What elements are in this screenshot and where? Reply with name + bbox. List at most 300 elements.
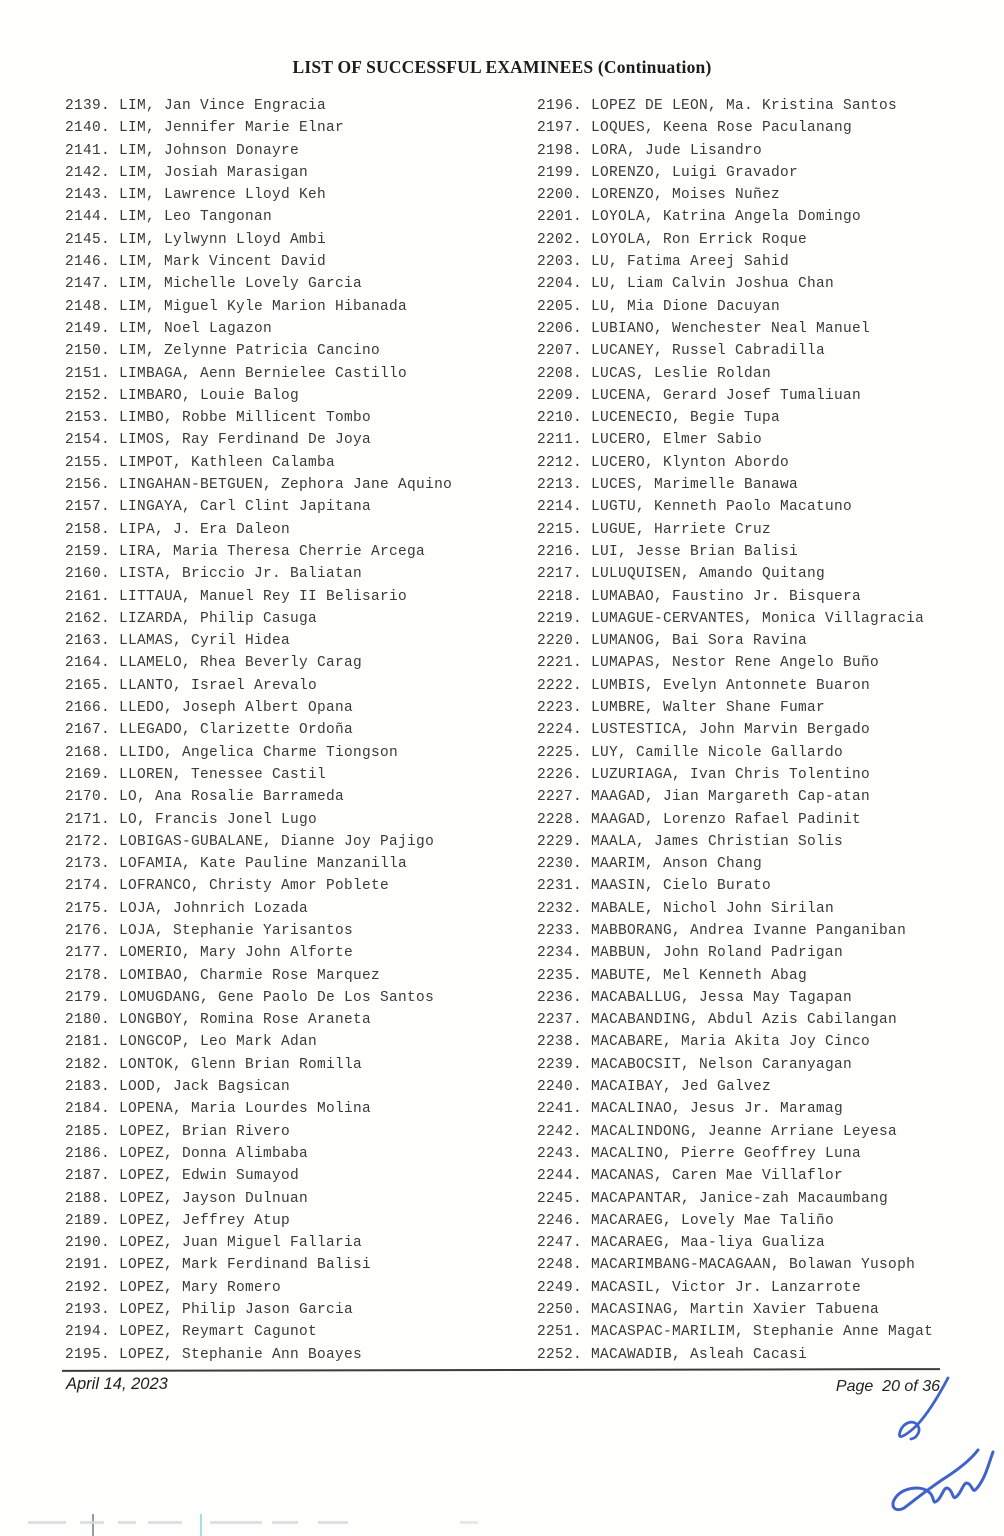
item-name: LOPENA, Maria Lourdes Molina	[119, 1101, 372, 1118]
item-number: 2250.	[537, 1302, 592, 1319]
item-name: LOFAMIA, Kate Pauline Manzanilla	[119, 856, 408, 873]
list-item	[537, 1254, 933, 1276]
item-name: MACALINO, Pierre Geoffrey Luna	[591, 1145, 862, 1162]
item-name: MACARIMBANG-MACAGAAN, Bolawan Yusoph	[591, 1257, 916, 1274]
list-item	[537, 184, 933, 206]
item-name: LOPEZ, Mary Romero	[119, 1279, 282, 1296]
item-number: 2140.	[65, 120, 120, 137]
list-item	[65, 1232, 452, 1254]
handwritten-ink-marks	[860, 1372, 1004, 1532]
item-number: 2224.	[537, 722, 592, 739]
item-number: 2212.	[537, 454, 592, 471]
list-item	[537, 652, 933, 674]
footer-divider	[62, 1368, 940, 1372]
list-item	[65, 1210, 452, 1232]
handwritten-checkmark-ink	[899, 1378, 948, 1439]
item-name: LORA, Jude Lisandro	[591, 142, 763, 159]
item-name: LOPEZ, Brian Rivero	[119, 1123, 291, 1140]
item-name: LIMPOT, Kathleen Calamba	[119, 454, 336, 471]
item-number: 2139.	[65, 98, 120, 114]
item-number: 2201.	[537, 209, 592, 226]
list-item	[65, 1054, 452, 1076]
item-number: 2221.	[537, 655, 592, 672]
list-item	[537, 675, 933, 697]
item-name: MACALINAO, Jesus Jr. Maramag	[591, 1101, 844, 1118]
item-name: LOPEZ, Philip Jason Garcia	[119, 1302, 354, 1319]
item-number: 2240.	[537, 1079, 592, 1096]
item-name: LINGAHAN-BETGUEN, Zephora Jane Aquino	[119, 477, 453, 494]
item-name: LU, Mia Dione Dacuyan	[591, 298, 781, 315]
list-item	[537, 206, 933, 228]
list-item	[537, 1321, 933, 1343]
item-number: 2175.	[65, 900, 120, 917]
item-number: 2150.	[65, 343, 120, 360]
list-item	[65, 809, 452, 831]
item-name: MAAGAD, Lorenzo Rafael Padinit	[591, 811, 862, 828]
list-item	[65, 117, 452, 139]
item-number: 2236.	[537, 989, 592, 1006]
item-name: LORENZO, Luigi Gravador	[591, 164, 799, 181]
item-number: 2184.	[65, 1101, 120, 1118]
item-name: LONGCOP, Leo Mark Adan	[119, 1034, 318, 1051]
item-number: 2245.	[537, 1190, 592, 1207]
list-item	[65, 496, 452, 518]
list-item	[537, 363, 933, 385]
list-item	[65, 1121, 452, 1143]
list-item	[537, 1165, 933, 1187]
item-name: LOPEZ DE LEON, Ma. Kristina Santos	[591, 98, 898, 114]
list-item	[537, 1232, 933, 1254]
item-number: 2168.	[65, 744, 120, 761]
item-name: MAASIN, Cielo Burato	[591, 878, 772, 895]
item-number: 2183.	[65, 1079, 120, 1096]
list-item	[537, 452, 933, 474]
examinee-list-right-column	[537, 95, 933, 1366]
artifact-dash	[28, 1521, 66, 1524]
item-number: 2209.	[537, 387, 592, 404]
item-number: 2172.	[65, 833, 120, 850]
item-number: 2223.	[537, 700, 592, 717]
list-item	[537, 1031, 933, 1053]
list-item	[537, 296, 933, 318]
item-number: 2211.	[537, 432, 592, 449]
item-name: LIM, Leo Tangonan	[119, 209, 273, 226]
item-number: 2145.	[65, 231, 120, 248]
list-item	[65, 162, 452, 184]
item-number: 2195.	[65, 1346, 120, 1363]
item-number: 2208.	[537, 365, 592, 382]
list-item	[65, 831, 452, 853]
item-name: LUBIANO, Wenchester Neal Manuel	[591, 320, 871, 337]
item-number: 2248.	[537, 1257, 592, 1274]
list-item	[65, 675, 452, 697]
item-number: 2170.	[65, 789, 120, 806]
item-name: LUMANOG, Bai Sora Ravina	[591, 633, 808, 650]
item-number: 2188.	[65, 1190, 120, 1207]
item-number: 2141.	[65, 142, 120, 159]
examinee-list-left-column	[65, 95, 452, 1366]
artifact-vertical-line	[92, 1514, 94, 1536]
item-number: 2238.	[537, 1034, 592, 1051]
item-number: 2169.	[65, 766, 120, 783]
item-number: 2185.	[65, 1123, 120, 1140]
page-title: LIST OF SUCCESSFUL EXAMINEES (Continuation)	[292, 57, 712, 77]
item-number: 2214.	[537, 499, 592, 516]
item-name: LUMABAO, Faustino Jr. Bisquera	[591, 588, 862, 605]
list-item	[537, 719, 933, 741]
item-name: LOJA, Johnrich Lozada	[119, 900, 309, 917]
item-number: 2186.	[65, 1145, 120, 1162]
item-number: 2222.	[537, 677, 592, 694]
list-item	[537, 987, 933, 1009]
item-name: LUMAPAS, Nestor Rene Angelo Buño	[591, 655, 880, 672]
item-name: MACABARE, Maria Akita Joy Cinco	[591, 1034, 871, 1051]
item-name: LUMBRE, Walter Shane Fumar	[591, 700, 826, 717]
list-item	[537, 764, 933, 786]
artifact-dash	[118, 1521, 136, 1524]
list-item	[65, 563, 452, 585]
item-number: 2167.	[65, 722, 120, 739]
item-number: 2164.	[65, 655, 120, 672]
item-number: 2213.	[537, 477, 592, 494]
list-item	[65, 1254, 452, 1276]
item-name: LUI, Jesse Brian Balisi	[591, 543, 799, 560]
item-number: 2246.	[537, 1212, 592, 1229]
item-number: 2235.	[537, 967, 592, 984]
item-number: 2234.	[537, 945, 592, 962]
item-name: LUGTU, Kenneth Paolo Macatuno	[591, 499, 853, 516]
item-name: MACALINDONG, Jeanne Arriane Leyesa	[591, 1123, 898, 1140]
item-name: LUCERO, Elmer Sabio	[591, 432, 763, 449]
item-name: MAALA, James Christian Solis	[591, 833, 844, 850]
item-name: MAAGAD, Jian Margareth Cap-atan	[591, 789, 871, 806]
item-name: LUCENA, Gerard Josef Tumaliuan	[591, 387, 862, 404]
list-item	[537, 496, 933, 518]
list-item	[537, 1054, 933, 1076]
list-item	[65, 1188, 452, 1210]
list-item	[65, 875, 452, 897]
item-number: 2243.	[537, 1145, 592, 1162]
item-name: LOQUES, Keena Rose Paculanang	[591, 120, 853, 137]
item-name: LOPEZ, Edwin Sumayod	[119, 1168, 300, 1185]
list-item	[65, 407, 452, 429]
list-item	[537, 920, 933, 942]
item-number: 2147.	[65, 276, 120, 293]
item-name: MACABALLUG, Jessa May Tagapan	[591, 989, 853, 1006]
list-item	[537, 1344, 933, 1366]
item-number: 2231.	[537, 878, 592, 895]
list-item	[537, 942, 933, 964]
list-item	[65, 1031, 452, 1053]
item-name: LLAMAS, Cyril Hidea	[119, 633, 291, 650]
item-number: 2198.	[537, 142, 592, 159]
list-item	[537, 340, 933, 362]
item-number: 2181.	[65, 1034, 120, 1051]
item-number: 2177.	[65, 945, 120, 962]
list-item	[537, 853, 933, 875]
item-number: 2226.	[537, 766, 592, 783]
item-number: 2160.	[65, 566, 120, 583]
item-name: LOPEZ, Juan Miguel Fallaria	[119, 1235, 363, 1252]
list-item	[537, 831, 933, 853]
item-name: LONGBOY, Romina Rose Araneta	[119, 1012, 372, 1029]
list-item	[537, 786, 933, 808]
list-item	[537, 563, 933, 585]
list-item	[537, 251, 933, 273]
item-name: LO, Ana Rosalie Barrameda	[119, 789, 345, 806]
item-name: MACARAEG, Maa-liya Gualiza	[591, 1235, 826, 1252]
item-name: LOPEZ, Jeffrey Atup	[119, 1212, 291, 1229]
item-name: MABBUN, John Roland Padrigan	[591, 945, 844, 962]
item-number: 2197.	[537, 120, 592, 137]
item-name: LUMBIS, Evelyn Antonnete Buaron	[591, 677, 871, 694]
item-number: 2200.	[537, 187, 592, 204]
item-name: MABUTE, Mel Kenneth Abag	[591, 967, 808, 984]
item-number: 2158.	[65, 521, 120, 538]
item-number: 2180.	[65, 1012, 120, 1029]
item-number: 2162.	[65, 610, 120, 627]
item-name: LIM, Miguel Kyle Marion Hibanada	[119, 298, 408, 315]
list-item	[537, 1277, 933, 1299]
item-name: LIM, Lylwynn Lloyd Ambi	[119, 231, 327, 248]
list-item	[65, 184, 452, 206]
item-name: LOPEZ, Reymart Cagunot	[119, 1324, 318, 1341]
item-number: 2146.	[65, 254, 120, 271]
list-item	[537, 697, 933, 719]
item-number: 2244.	[537, 1168, 592, 1185]
list-item	[65, 296, 452, 318]
list-item	[537, 1121, 933, 1143]
list-item	[65, 630, 452, 652]
item-name: LIRA, Maria Theresa Cherrie Arcega	[119, 543, 426, 560]
item-number: 2228.	[537, 811, 592, 828]
item-number: 2189.	[65, 1212, 120, 1229]
item-name: LISTA, Briccio Jr. Baliatan	[119, 566, 363, 583]
list-item	[537, 1076, 933, 1098]
item-number: 2196.	[537, 98, 592, 114]
item-number: 2153.	[65, 410, 120, 427]
item-name: LLAMELO, Rhea Beverly Carag	[119, 655, 363, 672]
artifact-dash	[210, 1521, 262, 1524]
item-name: LIM, Lawrence Lloyd Keh	[119, 187, 327, 204]
item-number: 2242.	[537, 1123, 592, 1140]
item-name: LONTOK, Glenn Brian Romilla	[119, 1056, 363, 1073]
list-item	[537, 875, 933, 897]
item-number: 2210.	[537, 410, 592, 427]
list-item	[537, 898, 933, 920]
item-name: MACAPANTAR, Janice-zah Macaumbang	[591, 1190, 889, 1207]
item-name: MACASIL, Victor Jr. Lanzarrote	[591, 1279, 862, 1296]
item-name: LOFRANCO, Christy Amor Poblete	[119, 878, 390, 895]
list-item	[65, 519, 452, 541]
item-name: LIM, Johnson Donayre	[119, 142, 300, 159]
list-item	[65, 385, 452, 407]
list-item	[537, 429, 933, 451]
item-name: LO, Francis Jonel Lugo	[119, 811, 318, 828]
item-number: 2249.	[537, 1279, 592, 1296]
item-number: 2229.	[537, 833, 592, 850]
item-number: 2143.	[65, 187, 120, 204]
item-name: LIM, Josiah Marasigan	[119, 164, 309, 181]
item-number: 2144.	[65, 209, 120, 226]
list-item	[65, 608, 452, 630]
list-item	[65, 273, 452, 295]
item-number: 2166.	[65, 700, 120, 717]
list-item	[65, 786, 452, 808]
list-item	[537, 1188, 933, 1210]
list-item	[65, 942, 452, 964]
item-number: 2232.	[537, 900, 592, 917]
list-item	[537, 407, 933, 429]
item-name: MACASPAC-MARILIM, Stephanie Anne Magat	[591, 1324, 934, 1341]
item-number: 2241.	[537, 1101, 592, 1118]
item-number: 2225.	[537, 744, 592, 761]
item-number: 2251.	[537, 1324, 592, 1341]
list-item	[65, 920, 452, 942]
item-name: LOOD, Jack Bagsican	[119, 1079, 291, 1096]
item-number: 2171.	[65, 811, 120, 828]
item-number: 2239.	[537, 1056, 592, 1073]
artifact-dash	[318, 1521, 348, 1524]
item-number: 2230.	[537, 856, 592, 873]
list-item	[65, 229, 452, 251]
item-number: 2206.	[537, 320, 592, 337]
list-item	[537, 1009, 933, 1031]
item-name: LLEGADO, Clarizette Ordoña	[119, 722, 354, 739]
item-name: LUMAGUE-CERVANTES, Monica Villagracia	[591, 610, 925, 627]
item-name: LULUQUISEN, Amando Quitang	[591, 566, 826, 583]
item-name: MACARAEG, Lovely Mae Taliño	[591, 1212, 835, 1229]
footer-date: April 14, 2023	[66, 1375, 168, 1393]
item-name: LIMBO, Robbe Millicent Tombo	[119, 410, 372, 427]
item-name: LOYOLA, Ron Errick Roque	[591, 231, 808, 248]
list-item	[65, 474, 452, 496]
list-item	[65, 719, 452, 741]
item-number: 2207.	[537, 343, 592, 360]
list-item	[537, 809, 933, 831]
artifact-dash	[272, 1521, 298, 1524]
list-item	[65, 429, 452, 451]
list-item	[537, 519, 933, 541]
item-number: 2237.	[537, 1012, 592, 1029]
item-name: LUY, Camille Nicole Gallardo	[591, 744, 844, 761]
list-item	[65, 697, 452, 719]
item-name: LINGAYA, Carl Clint Japitana	[119, 499, 372, 516]
item-number: 2215.	[537, 521, 592, 538]
handwritten-signature-ink	[893, 1450, 993, 1510]
item-number: 2154.	[65, 432, 120, 449]
item-name: LIZARDA, Philip Casuga	[119, 610, 318, 627]
list-item	[537, 742, 933, 764]
item-name: LIMBARO, Louie Balog	[119, 387, 300, 404]
item-number: 2202.	[537, 231, 592, 248]
list-item	[537, 965, 933, 987]
list-item	[65, 652, 452, 674]
list-item	[537, 474, 933, 496]
footer-page-number: Page 20 of 36	[835, 1378, 940, 1395]
list-item	[65, 140, 452, 162]
item-name: LOMIBAO, Charmie Rose Marquez	[119, 967, 381, 984]
item-name: MABALE, Nichol John Sirilan	[591, 900, 835, 917]
list-item	[537, 117, 933, 139]
item-number: 2191.	[65, 1257, 120, 1274]
item-number: 2159.	[65, 543, 120, 560]
list-item	[65, 1076, 452, 1098]
item-number: 2155.	[65, 454, 120, 471]
item-number: 2205.	[537, 298, 592, 315]
list-item	[537, 95, 933, 117]
item-number: 2179.	[65, 989, 120, 1006]
item-name: LUCAS, Leslie Roldan	[591, 365, 772, 382]
item-name: LITTAUA, Manuel Rey II Belisario	[119, 588, 408, 605]
item-name: LIM, Jan Vince Engracia	[119, 98, 327, 114]
list-item	[65, 251, 452, 273]
item-name: LUSTESTICA, John Marvin Bergado	[591, 722, 871, 739]
artifact-dash	[460, 1521, 478, 1524]
list-item	[65, 206, 452, 228]
list-item	[65, 742, 452, 764]
item-number: 2203.	[537, 254, 592, 271]
item-name: LIM, Jennifer Marie Elnar	[119, 120, 345, 137]
list-item	[65, 1009, 452, 1031]
item-name: LLANTO, Israel Arevalo	[119, 677, 318, 694]
item-name: MACABANDING, Abdul Azis Cabilangan	[591, 1012, 898, 1029]
item-name: MACABOCSIT, Nelson Caranyagan	[591, 1056, 853, 1073]
item-number: 2193.	[65, 1302, 120, 1319]
item-name: LIM, Zelynne Patricia Cancino	[119, 343, 381, 360]
list-item	[65, 363, 452, 385]
list-item	[65, 452, 452, 474]
list-item	[537, 1143, 933, 1165]
item-name: LU, Liam Calvin Joshua Chan	[591, 276, 835, 293]
list-item	[537, 273, 933, 295]
item-number: 2174.	[65, 878, 120, 895]
list-item	[537, 586, 933, 608]
item-name: MACAWADIB, Asleah Cacasi	[591, 1346, 808, 1363]
list-item	[65, 1321, 452, 1343]
item-name: LUCANEY, Russel Cabradilla	[591, 343, 826, 360]
item-name: LORENZO, Moises Nuñez	[591, 187, 781, 204]
list-item	[537, 162, 933, 184]
list-item	[65, 318, 452, 340]
list-item	[537, 1098, 933, 1120]
item-name: LIM, Michelle Lovely Garcia	[119, 276, 363, 293]
list-item	[65, 987, 452, 1009]
list-item	[65, 1299, 452, 1321]
item-number: 2176.	[65, 922, 120, 939]
item-name: LOPEZ, Donna Alimbaba	[119, 1145, 309, 1162]
item-number: 2149.	[65, 320, 120, 337]
item-name: MACASINAG, Martin Xavier Tabuena	[591, 1302, 880, 1319]
item-number: 2182.	[65, 1056, 120, 1073]
item-number: 2173.	[65, 856, 120, 873]
list-item	[65, 898, 452, 920]
item-name: LUCERO, Klynton Abordo	[591, 454, 790, 471]
item-name: LUZURIAGA, Ivan Chris Tolentino	[591, 766, 871, 783]
list-item	[537, 140, 933, 162]
item-name: LOPEZ, Stephanie Ann Boayes	[119, 1346, 363, 1363]
list-item	[537, 608, 933, 630]
list-item	[537, 1299, 933, 1321]
item-name: LIM, Mark Vincent David	[119, 254, 327, 271]
list-item	[537, 385, 933, 407]
item-name: LLEDO, Joseph Albert Opana	[119, 700, 354, 717]
item-name: MABBORANG, Andrea Ivanne Panganiban	[591, 922, 907, 939]
list-item	[65, 95, 452, 117]
list-item	[65, 340, 452, 362]
list-item	[65, 1165, 452, 1187]
item-name: MACAIBAY, Jed Galvez	[591, 1079, 772, 1096]
